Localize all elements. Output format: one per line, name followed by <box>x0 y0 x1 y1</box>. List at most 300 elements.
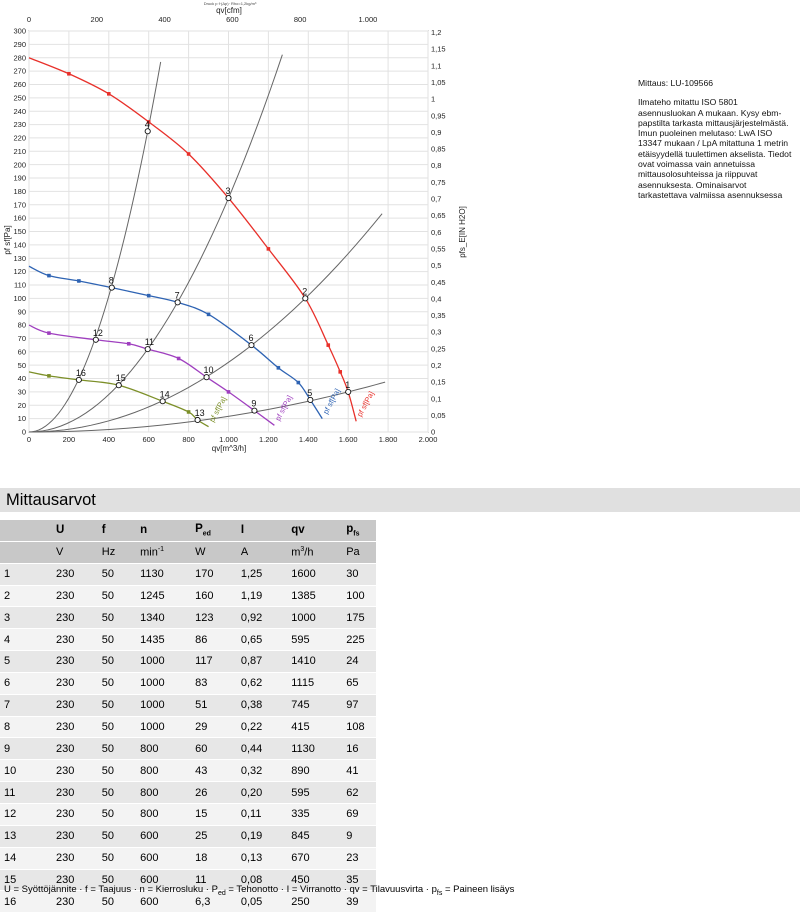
spacer-cell <box>40 607 52 629</box>
row-index: 9 <box>0 738 40 760</box>
y-tick-label: 160 <box>13 213 26 223</box>
row-index: 8 <box>0 716 40 738</box>
unit-label: W <box>195 546 206 559</box>
measurement-description: Ilmateho mitattu ISO 5801 asennusluokan A mukaan. Kysy ebm-papstilta tarkasta mittausjärjestelmästä. Imun puoleinen melutaso: LwA ISO 13347 mukaan / LpA mitattuna 1 metrin etäisyydellä tuulettimen akselista. Tiedot ovat voimassa vain annetuissa mittausolosuhteissa ja riippuvat asennuksesta. Ominaisarvot tarkastettava valmiissa asennuksessa <box>638 97 792 200</box>
table-cell: 230 <box>52 891 86 913</box>
table-cell: 230 <box>52 760 86 782</box>
y-tick-label: 0 <box>21 427 26 437</box>
spacer-cell <box>275 651 287 673</box>
table-cell: 0,05 <box>237 891 275 913</box>
spacer-cell <box>275 607 287 629</box>
table-cell: 108 <box>342 716 376 738</box>
table-cell: 0,08 <box>237 869 275 891</box>
spacer-cell <box>86 782 98 804</box>
operating-point <box>145 129 150 134</box>
spacer-cell <box>40 520 52 541</box>
x-tick-label: 1.800 <box>378 435 398 444</box>
table-cell: 35 <box>342 869 376 891</box>
unit-tail: /h <box>304 546 314 559</box>
row-index: 3 <box>0 607 40 629</box>
spacer-cell <box>275 585 287 607</box>
row-index: 6 <box>0 672 40 694</box>
right-tick-label: 0,1 <box>431 394 442 404</box>
table-cell: 1130 <box>287 738 330 760</box>
curve-marker <box>297 381 301 385</box>
top-tick-label: 1.000 <box>358 15 378 24</box>
table-cell: 50 <box>98 891 124 913</box>
legend-text: = Paineen lisäys <box>442 884 515 895</box>
table-cell: 1600 <box>287 563 330 585</box>
table-cell: 600 <box>136 891 179 913</box>
table-cell: 65 <box>342 672 376 694</box>
y-tick-label: 260 <box>13 80 26 90</box>
table-cell: 600 <box>136 847 179 869</box>
table-cell: 230 <box>52 738 86 760</box>
row-index: 12 <box>0 803 40 825</box>
column-header <box>287 520 330 541</box>
section-header <box>0 488 800 512</box>
x-tick-label: 800 <box>182 435 195 444</box>
table-cell: 800 <box>136 738 179 760</box>
spacer-cell <box>225 847 237 869</box>
column-unit <box>287 541 330 563</box>
x-tick-label: 400 <box>102 435 116 444</box>
table-cell: 50 <box>98 825 124 847</box>
table-cell: 450 <box>287 869 330 891</box>
series-label: pf sf[Pa] <box>321 387 342 416</box>
spacer-cell <box>124 847 136 869</box>
right-tick-label: 0,25 <box>431 344 446 354</box>
table-cell: 15 <box>191 803 225 825</box>
table-cell: 50 <box>98 651 124 673</box>
table-cell: 745 <box>287 694 330 716</box>
table-cell: 0,20 <box>237 782 275 804</box>
spacer-cell <box>86 520 98 541</box>
table-cell: 1000 <box>136 672 179 694</box>
operating-point-label: 2 <box>302 286 308 297</box>
row-index: 13 <box>0 825 40 847</box>
spacer-cell <box>330 672 342 694</box>
operating-point <box>116 383 121 388</box>
table-cell: 800 <box>136 803 179 825</box>
spacer-cell <box>179 651 191 673</box>
spacer-cell <box>225 651 237 673</box>
table-cell: 230 <box>52 607 86 629</box>
column-header <box>191 520 225 541</box>
spacer-cell <box>40 672 52 694</box>
section-title: Mittausarvot <box>6 491 96 509</box>
spacer-cell <box>86 738 98 760</box>
abbreviation-legend <box>4 884 514 897</box>
spacer-cell <box>40 651 52 673</box>
operating-point <box>145 347 150 352</box>
spacer-cell <box>179 694 191 716</box>
header-index <box>0 520 40 541</box>
operating-point-label: 14 <box>159 389 170 400</box>
spacer-cell <box>40 847 52 869</box>
y-tick-label: 90 <box>17 307 26 317</box>
spacer-cell <box>40 563 52 585</box>
right-tick-label: 0,4 <box>431 294 442 304</box>
right-tick-label: 0,6 <box>431 227 442 237</box>
table-cell: 50 <box>98 782 124 804</box>
spacer-cell <box>124 520 136 541</box>
table-cell: 51 <box>191 694 225 716</box>
operating-point <box>226 195 231 200</box>
table-cell: 1130 <box>136 563 179 585</box>
operating-point <box>308 397 313 402</box>
curve-marker <box>187 410 191 414</box>
spacer-cell <box>86 651 98 673</box>
table-cell: 0,38 <box>237 694 275 716</box>
table-cell: 0,22 <box>237 716 275 738</box>
spacer-cell <box>124 651 136 673</box>
y-tick-label: 230 <box>13 120 26 130</box>
spacer-cell <box>179 541 191 563</box>
unit-index <box>0 541 40 563</box>
curve-marker <box>47 274 51 278</box>
measurement-table <box>0 520 376 913</box>
unit-label: A <box>240 546 249 559</box>
y-tick-label: 10 <box>17 414 26 424</box>
spacer-cell <box>40 825 52 847</box>
table-row <box>0 651 376 673</box>
spacer-cell <box>40 738 52 760</box>
unit-label: Hz <box>101 546 116 559</box>
spacer-cell <box>179 629 191 651</box>
y-tick-label: 140 <box>13 240 26 250</box>
x-tick-label: 0 <box>26 435 32 444</box>
column-header-subscript: fs <box>353 530 360 538</box>
operating-point <box>346 389 351 394</box>
spacer-cell <box>225 520 237 541</box>
spacer-cell <box>225 694 237 716</box>
spacer-cell <box>40 541 52 563</box>
table-cell: 1385 <box>287 585 330 607</box>
measurement-note <box>638 78 798 200</box>
curve-marker <box>277 366 281 370</box>
spacer-cell <box>179 607 191 629</box>
spacer-cell <box>179 825 191 847</box>
table-cell: 230 <box>52 782 86 804</box>
table-cell: 0,87 <box>237 651 275 673</box>
table-cell: 97 <box>342 694 376 716</box>
spacer-cell <box>124 672 136 694</box>
spacer-cell <box>330 629 342 651</box>
right-tick-label: 0,85 <box>431 144 446 154</box>
curve-marker <box>47 374 51 378</box>
spacer-cell <box>86 607 98 629</box>
spacer-cell <box>330 585 342 607</box>
spacer-cell <box>330 651 342 673</box>
table-cell: 0,92 <box>237 607 275 629</box>
column-unit <box>52 541 86 563</box>
operating-point-label: 4 <box>144 119 150 130</box>
operating-point <box>76 377 81 382</box>
table-cell: 230 <box>52 825 86 847</box>
table-cell: 175 <box>342 607 376 629</box>
spacer-cell <box>124 541 136 563</box>
table-row <box>0 585 376 607</box>
table-cell: 0,65 <box>237 629 275 651</box>
table-cell: 60 <box>191 738 225 760</box>
column-header-label: qv <box>291 524 305 537</box>
series-label: pf sf[Pa] <box>207 395 229 424</box>
table-cell: 30 <box>342 563 376 585</box>
spacer-cell <box>86 716 98 738</box>
table-cell: 1,19 <box>237 585 275 607</box>
x-tick-label: 1.000 <box>219 435 238 444</box>
spacer-cell <box>86 629 98 651</box>
y-tick-label: 200 <box>13 160 26 170</box>
table-cell: 230 <box>52 803 86 825</box>
table-cell: 800 <box>136 760 179 782</box>
spacer-cell <box>330 520 342 541</box>
unit-label: m <box>291 546 301 559</box>
table-cell: 230 <box>52 563 86 585</box>
table-cell: 83 <box>191 672 225 694</box>
operating-point-label: 15 <box>115 373 126 384</box>
table-row <box>0 760 376 782</box>
table-cell: 123 <box>191 607 225 629</box>
table-cell: 1000 <box>136 716 179 738</box>
y-tick-label: 250 <box>13 93 26 103</box>
curve-marker <box>227 390 231 394</box>
table-cell: 26 <box>191 782 225 804</box>
series-label: pf sf[Pa] <box>354 389 376 419</box>
spacer-cell <box>330 782 342 804</box>
spacer-cell <box>275 629 287 651</box>
spacer-cell <box>124 825 136 847</box>
operating-point <box>303 296 308 301</box>
table-cell: 670 <box>287 847 330 869</box>
table-cell: 230 <box>52 651 86 673</box>
table-cell: 250 <box>287 891 330 913</box>
spacer-cell <box>179 847 191 869</box>
curve-marker <box>326 343 330 347</box>
row-index: 2 <box>0 585 40 607</box>
table-cell: 117 <box>191 651 225 673</box>
top-tick-label: 800 <box>293 15 307 24</box>
spacer-cell <box>86 541 98 563</box>
unit-superscript: 3 <box>300 545 305 553</box>
operating-point <box>249 343 254 348</box>
right-tick-label: 0,5 <box>431 261 442 271</box>
y-tick-label: 100 <box>13 293 26 303</box>
top-tick-label: 400 <box>158 15 171 24</box>
spacer-cell <box>86 825 98 847</box>
chart-header-note: Druck p f·(Δp)· Rho=1,2kg/m³ <box>203 1 257 6</box>
y-tick-label: 30 <box>17 387 26 397</box>
row-index: 5 <box>0 651 40 673</box>
spacer-cell <box>124 803 136 825</box>
operating-point-label: 13 <box>194 407 205 418</box>
y-tick-label: 80 <box>17 320 26 330</box>
right-tick-label: 0,15 <box>431 377 446 387</box>
right-tick-label: 0,35 <box>431 311 446 321</box>
spacer-cell <box>330 563 342 585</box>
spacer-cell <box>124 738 136 760</box>
table-cell: 335 <box>287 803 330 825</box>
table-cell: 0,62 <box>237 672 275 694</box>
table-cell: 1410 <box>287 651 330 673</box>
spacer-cell <box>225 629 237 651</box>
curve-marker <box>267 247 271 251</box>
column-unit <box>237 541 275 563</box>
y-tick-label: 120 <box>13 267 26 277</box>
curve-marker <box>107 92 111 96</box>
table-cell: 16 <box>342 738 376 760</box>
spacer-cell <box>225 541 237 563</box>
spacer-cell <box>275 541 287 563</box>
table-row <box>0 607 376 629</box>
operating-point-label: 11 <box>144 337 155 348</box>
table-cell: 50 <box>98 869 124 891</box>
spacer-cell <box>86 585 98 607</box>
operating-point-label: 5 <box>307 387 313 398</box>
spacer-cell <box>40 585 52 607</box>
table-row <box>0 629 376 651</box>
spacer-cell <box>124 585 136 607</box>
unit-label: V <box>56 546 64 559</box>
row-index: 10 <box>0 760 40 782</box>
right-tick-label: 0,75 <box>431 177 446 187</box>
y-tick-label: 290 <box>13 39 26 49</box>
table-cell: 1115 <box>287 672 330 694</box>
spacer-cell <box>330 716 342 738</box>
table-cell: 170 <box>191 563 225 585</box>
table-row <box>0 803 376 825</box>
row-index: 4 <box>0 629 40 651</box>
table-row <box>0 716 376 738</box>
column-unit <box>342 541 376 563</box>
column-header <box>237 520 275 541</box>
table-cell: 9 <box>342 825 376 847</box>
table-cell: 230 <box>52 672 86 694</box>
operating-point <box>160 399 165 404</box>
table-row <box>0 782 376 804</box>
table-cell: 845 <box>287 825 330 847</box>
spacer-cell <box>179 716 191 738</box>
column-unit <box>98 541 124 563</box>
table-cell: 18 <box>191 847 225 869</box>
column-header-label: p <box>346 523 354 536</box>
spacer-cell <box>40 760 52 782</box>
table-cell: 230 <box>52 629 86 651</box>
table-cell: 29 <box>191 716 225 738</box>
spacer-cell <box>225 803 237 825</box>
spacer-cell <box>40 629 52 651</box>
y-tick-label: 170 <box>13 200 26 210</box>
table-cell: 0,11 <box>237 803 275 825</box>
operating-point <box>195 417 200 422</box>
spacer-cell <box>275 563 287 585</box>
table-cell: 1000 <box>136 694 179 716</box>
table-row <box>0 847 376 869</box>
spacer-cell <box>275 782 287 804</box>
curve-marker <box>187 152 191 156</box>
table-cell: 23 <box>342 847 376 869</box>
table-cell: 50 <box>98 585 124 607</box>
table-cell: 415 <box>287 716 330 738</box>
curve-marker <box>47 331 51 335</box>
spacer-cell <box>225 760 237 782</box>
table-cell: 1000 <box>136 651 179 673</box>
spacer-cell <box>225 672 237 694</box>
y-tick-label: 60 <box>17 347 26 357</box>
spacer-cell <box>330 738 342 760</box>
spacer-cell <box>330 803 342 825</box>
table-cell: 1245 <box>136 585 179 607</box>
table-cell: 0,44 <box>237 738 275 760</box>
table-cell: 595 <box>287 629 330 651</box>
y-tick-label: 210 <box>13 146 26 156</box>
y-tick-label: 70 <box>17 334 26 344</box>
table-cell: 600 <box>136 825 179 847</box>
table-cell: 50 <box>98 803 124 825</box>
spacer-cell <box>275 847 287 869</box>
spacer-cell <box>275 694 287 716</box>
legend-text: = Tehonotto · I = Virranotto · qv = Tilavuusvirta · p <box>225 884 437 895</box>
spacer-cell <box>124 716 136 738</box>
right-tick-label: 1 <box>431 94 436 104</box>
table-unit-row <box>0 541 376 563</box>
spacer-cell <box>86 760 98 782</box>
curve-marker <box>147 294 151 298</box>
y-tick-label: 280 <box>13 53 26 63</box>
spacer-cell <box>330 760 342 782</box>
table-cell: 50 <box>98 760 124 782</box>
spacer-cell <box>124 629 136 651</box>
column-header-subscript: ed <box>202 530 211 538</box>
table-cell: 0,32 <box>237 760 275 782</box>
right-tick-label: 0,65 <box>431 211 446 221</box>
right-tick-label: 0,2 <box>431 361 442 371</box>
x-tick-label: 1.200 <box>259 435 278 444</box>
table-cell: 50 <box>98 738 124 760</box>
spacer-cell <box>86 694 98 716</box>
column-header <box>136 520 179 541</box>
table-cell: 230 <box>52 869 86 891</box>
spacer-cell <box>86 672 98 694</box>
unit-superscript: -1 <box>157 545 165 553</box>
row-index: 7 <box>0 694 40 716</box>
table-cell: 41 <box>342 760 376 782</box>
spacer-cell <box>275 760 287 782</box>
spacer-cell <box>225 585 237 607</box>
column-header <box>98 520 124 541</box>
spacer-cell <box>179 585 191 607</box>
right-tick-label: 0,45 <box>431 277 446 287</box>
column-unit <box>191 541 225 563</box>
y-axis-label: pf sf[Pa] <box>3 225 12 255</box>
operating-point-label: 7 <box>174 290 180 301</box>
right-tick-label: 0,3 <box>431 327 442 337</box>
table-cell: 69 <box>342 803 376 825</box>
column-header <box>52 520 86 541</box>
table-cell: 0,13 <box>237 847 275 869</box>
table-cell: 6,3 <box>191 891 225 913</box>
right-tick-label: 0,9 <box>431 127 442 137</box>
operating-point <box>175 300 180 305</box>
table-cell: 43 <box>191 760 225 782</box>
x-tick-label: 600 <box>142 435 155 444</box>
table-cell: 24 <box>342 651 376 673</box>
spacer-cell <box>179 520 191 541</box>
right-tick-label: 1,05 <box>431 78 446 88</box>
operating-point-label: 1 <box>345 379 351 390</box>
right-tick-label: 0,7 <box>431 194 442 204</box>
